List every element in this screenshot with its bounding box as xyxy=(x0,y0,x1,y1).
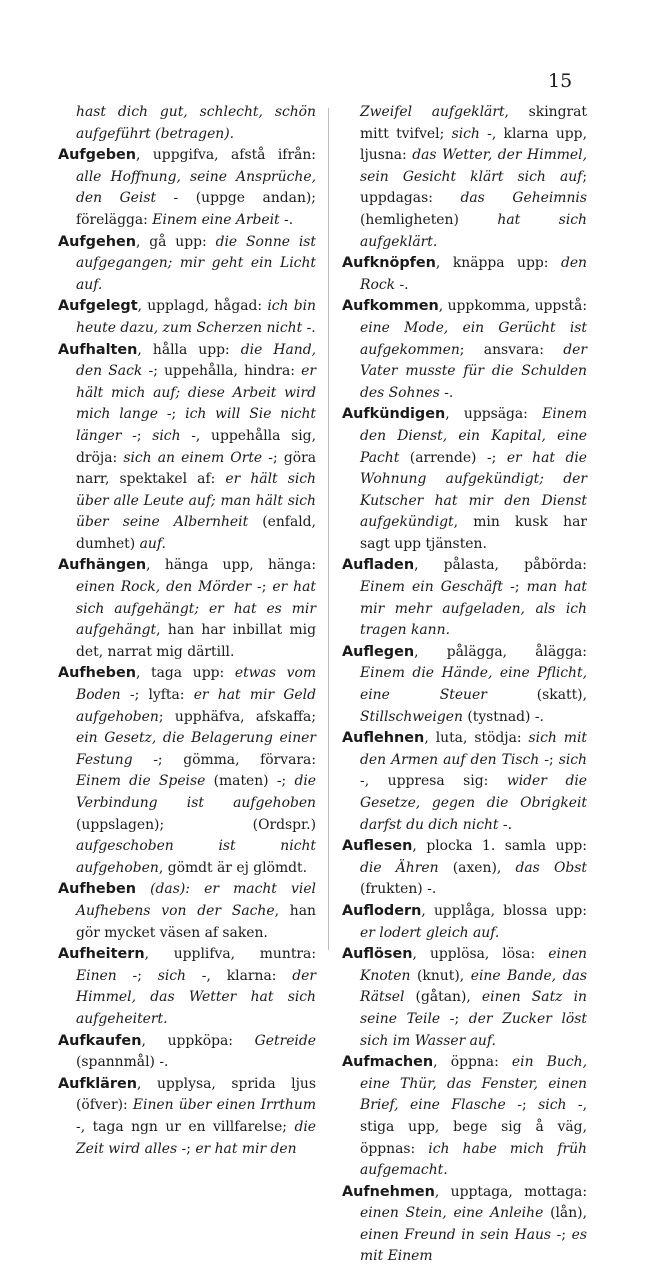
swedish-gloss: -, taga ngn ur en villfarelse; xyxy=(76,1118,295,1135)
swedish-gloss: - (uppge andan); förelägga: xyxy=(76,190,316,228)
swedish-gloss: -, uppresa sig: xyxy=(360,773,507,790)
swedish-gloss: -; göra narr, spektakel af: xyxy=(76,449,316,488)
dictionary-entry xyxy=(58,1074,316,1160)
swedish-gloss: , taga upp: xyxy=(135,665,235,682)
swedish-gloss: , upptaga, mottaga: xyxy=(434,1183,587,1200)
german-example: sich xyxy=(558,751,587,768)
swedish-gloss: , skingrat mitt tvifvel; xyxy=(360,104,587,142)
german-example: die Zeit wird alles xyxy=(76,1118,316,1157)
swedish-gloss: , uppsäga: xyxy=(445,406,543,423)
swedish-gloss: -; xyxy=(116,967,158,984)
entry-headword: Aufgehen xyxy=(58,233,136,250)
swedish-gloss: -. xyxy=(439,384,454,401)
swedish-gloss: , uppköpa: xyxy=(141,1032,255,1049)
swedish-gloss: -; gömma, förvara: xyxy=(132,751,316,768)
german-example: hat sich aufgeklärt. xyxy=(360,211,587,250)
swedish-gloss: (maten) -; xyxy=(205,773,295,790)
dictionary-entry xyxy=(342,836,587,901)
dictionary-entry xyxy=(58,296,316,339)
swedish-gloss: , han har inbillat mig det, narrat mig därtill. xyxy=(76,622,316,660)
german-example: einen Freund in sein Haus xyxy=(360,1226,552,1243)
swedish-gloss: (frukten) -. xyxy=(360,881,437,898)
german-example: wider die Gesetze, gegen die Obrigkeit darfst du dich nicht xyxy=(360,773,587,833)
entry-headword: Aufmachen xyxy=(342,1054,434,1071)
entry-headword: Aufknöpfen xyxy=(342,255,436,272)
swedish-gloss: , han gör mycket väsen af saken. xyxy=(76,902,316,941)
german-example: eine Mode, ein Gerücht ist aufgekommen xyxy=(360,319,587,358)
swedish-gloss: -; xyxy=(502,579,527,596)
swedish-gloss: , öppna: xyxy=(433,1054,512,1071)
swedish-gloss: -; xyxy=(551,1226,572,1243)
swedish-gloss: , upplösa, lösa: xyxy=(412,946,549,963)
dictionary-entry xyxy=(342,901,587,944)
swedish-gloss: -; xyxy=(539,751,559,768)
german-example: sich xyxy=(451,125,480,142)
german-example: Getreide xyxy=(254,1032,316,1049)
german-example: ich bin heute dazu, zum Scherzen nicht xyxy=(76,298,316,336)
entry-headword: Aufhängen xyxy=(58,557,147,574)
swedish-gloss: (spannmål) -. xyxy=(76,1054,169,1071)
german-example: alle Hoffnung, seine Ansprüche, den Geist xyxy=(76,168,316,207)
swedish-gloss: -. xyxy=(498,816,513,833)
dictionary-column-left xyxy=(58,102,316,1160)
swedish-gloss: (enfald, dumhet) xyxy=(76,514,316,552)
swedish-gloss: , hänga upp, hänga: xyxy=(146,557,316,574)
dictionary-entry xyxy=(58,102,316,145)
dictionary-entry xyxy=(342,555,587,641)
swedish-gloss: (axen), xyxy=(438,859,516,876)
german-example: sich xyxy=(152,427,181,444)
entry-headword: Aufladen xyxy=(342,557,415,574)
swedish-gloss: (skatt), xyxy=(486,687,587,704)
german-example: Einen xyxy=(76,967,117,984)
dictionary-entry xyxy=(342,1182,587,1268)
german-example: einen Satz in seine Teile xyxy=(360,989,587,1027)
dictionary-entry xyxy=(58,1031,316,1074)
dictionary-entry xyxy=(58,145,316,231)
entry-headword: Aufgeben xyxy=(58,147,137,164)
german-example: sich an einem Orte xyxy=(123,449,263,466)
swedish-gloss: -. xyxy=(302,319,316,336)
entry-headword: Auflegen xyxy=(342,643,415,660)
swedish-gloss: -; xyxy=(440,1010,469,1027)
swedish-gloss: ; upphäfva, afskaffa; xyxy=(158,708,316,725)
entry-headword: Aufheitern xyxy=(58,946,145,963)
swedish-gloss: , upplagd, hågad: xyxy=(137,298,268,315)
swedish-gloss: ; uppdagas: xyxy=(360,168,587,207)
dictionary-entry xyxy=(342,404,587,555)
german-example: das Obst xyxy=(515,859,587,876)
german-example: der Zucker löst sich im Wasser auf. xyxy=(360,1010,587,1049)
swedish-gloss: -; xyxy=(158,406,186,423)
german-example: hast dich gut, schlecht, schön aufgeführt (betragen). xyxy=(76,104,316,142)
german-example: einen Rock, den Mörder xyxy=(76,579,252,596)
entry-headword: Aufgelegt xyxy=(58,298,138,315)
dictionary-entry xyxy=(58,232,316,297)
entry-headword: Aufhalten xyxy=(58,341,138,358)
column-divider xyxy=(328,108,329,950)
german-example: das Wetter, der Himmel, sein Gesicht klärt sich auf xyxy=(360,147,587,185)
german-example: er hat sich aufgehängt; er hat es mir aufgehängt xyxy=(76,579,316,639)
german-example: er hält mich auf; diese Arbeit wird mich lange xyxy=(76,363,317,423)
entry-headword: Auflehnen xyxy=(342,730,425,747)
german-example: Zweifel aufgeklärt xyxy=(360,104,505,120)
german-example: er hat mir Geld aufgehoben xyxy=(76,687,316,725)
swedish-gloss: , pålägga, ålägga: xyxy=(414,643,587,660)
german-example: einen Knoten xyxy=(360,946,587,984)
german-example: die Verbindung ist aufgehoben xyxy=(76,773,316,811)
german-example: (das): er macht viel Aufhebens von der Sache xyxy=(76,881,316,919)
entry-headword: Auflodern xyxy=(342,902,422,919)
swedish-gloss: -, uppehålla sig, dröja: xyxy=(76,427,316,466)
swedish-gloss: , gå upp: xyxy=(135,233,216,250)
swedish-gloss: , uppkomma, uppstå: xyxy=(438,298,587,315)
dictionary-entry xyxy=(342,1052,587,1182)
dictionary-entry xyxy=(342,944,587,1052)
swedish-gloss: -. xyxy=(395,276,409,293)
german-example: der Himmel, das Wetter hat sich aufgeheitert. xyxy=(76,967,316,1027)
swedish-gloss: -; uppehålla, hindra: xyxy=(142,363,302,380)
german-example: einen Stein, eine Anleihe xyxy=(360,1205,544,1222)
german-example: etwas vom Boden xyxy=(76,665,316,704)
swedish-gloss: , upplifva, muntra: xyxy=(144,946,316,963)
german-example: eine Bande, das Rätsel xyxy=(360,967,587,1006)
swedish-gloss: (knut), xyxy=(410,967,471,984)
swedish-gloss: -; xyxy=(177,1140,196,1157)
dictionary-entry xyxy=(342,253,587,296)
entry-headword: Aufkaufen xyxy=(58,1032,142,1049)
german-example: der Vater musste für die Schulden des Sohnes xyxy=(360,341,587,401)
swedish-gloss: -; lyfta: xyxy=(120,687,194,704)
german-example: Stillschweigen xyxy=(360,708,463,725)
entry-headword: Aufheben xyxy=(58,881,136,898)
swedish-gloss xyxy=(136,881,150,897)
german-example: ein Gesetz, die Belagerung einer Festung xyxy=(76,730,316,768)
german-example: auf. xyxy=(139,535,166,552)
dictionary-entry xyxy=(342,642,587,728)
swedish-gloss: , hålla upp: xyxy=(137,341,241,358)
german-example: er lodert gleich auf. xyxy=(360,924,500,941)
entry-headword: Aufnehmen xyxy=(342,1183,435,1200)
swedish-gloss: -. xyxy=(279,211,294,228)
german-example: das Geheimnis xyxy=(460,190,587,207)
dictionary-entry xyxy=(58,944,316,1030)
german-example: Einem eine Arbeit xyxy=(152,211,280,228)
entry-headword: Aufklären xyxy=(58,1075,137,1092)
german-example: man hat mir mehr aufgeladen, als ich tragen kann. xyxy=(360,579,587,639)
german-example: die Ähren xyxy=(360,859,439,876)
german-example: er hat mir den xyxy=(195,1140,297,1157)
swedish-gloss: -, stiga upp, bege sig å väg, öppnas: xyxy=(360,1097,588,1157)
dictionary-entry xyxy=(342,728,587,836)
swedish-gloss: -; xyxy=(505,1097,539,1114)
dictionary-entry xyxy=(58,555,316,663)
dictionary-entry xyxy=(58,663,316,879)
dictionary-column-right xyxy=(342,102,587,1268)
swedish-gloss: (tystnad) -. xyxy=(462,708,544,725)
german-example: sich xyxy=(157,967,186,984)
swedish-gloss: (gåtan), xyxy=(404,989,482,1006)
swedish-gloss: , luta, stödja: xyxy=(424,730,529,747)
german-example: Einem ein Geschäft xyxy=(360,579,503,596)
entry-headword: Auflesen xyxy=(342,838,413,855)
german-example: Einem die Hände, eine Pflicht, eine Steuer xyxy=(360,665,587,704)
german-example: es mit Einem xyxy=(360,1226,587,1265)
swedish-gloss: -, klarna: xyxy=(186,967,293,984)
german-example: sich xyxy=(538,1097,567,1114)
german-example: Einem die Speise xyxy=(76,773,206,790)
swedish-gloss: , upplåga, blossa upp: xyxy=(421,902,587,919)
swedish-gloss: (arrende) -; xyxy=(399,449,507,466)
entry-headword: Aufheben xyxy=(58,665,136,682)
german-example: den Rock xyxy=(360,255,587,293)
german-example: ich habe mich früh aufgemacht. xyxy=(360,1140,587,1179)
swedish-gloss: , gömdt är ej glömdt. xyxy=(158,859,308,876)
swedish-gloss: , pålasta, påbörda: xyxy=(414,557,587,574)
german-example: die Sonne ist aufgegangen; mir geht ein Licht auf. xyxy=(76,233,317,293)
german-example: er hält sich über alle Leute auf; man hält sich über seine Albernheit xyxy=(76,471,316,531)
dictionary-entry xyxy=(58,879,316,944)
german-example: die Hand, den Sack xyxy=(76,341,317,380)
swedish-gloss: -, klarna upp, ljusna: xyxy=(360,125,587,164)
german-example: ein Buch, eine Thür, das Fenster, einen Brief, eine Flasche xyxy=(360,1054,587,1114)
swedish-gloss: , min kusk har sagt upp tjänsten. xyxy=(360,514,587,552)
german-example: ich will Sie nicht länger xyxy=(76,406,316,444)
german-example: Einen über einen Irrthum xyxy=(132,1097,316,1114)
dictionary-entry xyxy=(342,296,587,404)
swedish-gloss: , knäppa upp: xyxy=(435,255,561,272)
dictionary-entry xyxy=(58,340,316,556)
swedish-gloss: -; xyxy=(251,579,273,596)
page-number: 15 xyxy=(548,70,573,92)
german-example: aufgeschoben ist nicht aufgehoben xyxy=(76,838,316,876)
swedish-gloss: -; xyxy=(121,427,153,444)
german-example: Einem den Dienst, ein Kapital, eine Pacht xyxy=(360,406,587,466)
entry-headword: Aufkommen xyxy=(342,298,439,315)
swedish-gloss: (uppslagen); (Ordspr.) xyxy=(76,816,316,833)
swedish-gloss: , plocka 1. samla upp: xyxy=(412,838,587,855)
german-example: sich mit den Armen auf den Tisch xyxy=(360,730,587,768)
swedish-gloss: (lån), xyxy=(543,1205,587,1222)
entry-headword: Aufkündigen xyxy=(342,406,446,423)
dictionary-entry xyxy=(342,102,587,253)
german-example: er hat die Wohnung aufgekündigt; der Kutscher hat mir den Dienst aufgekündigt xyxy=(360,449,587,531)
swedish-gloss: ; ansvara: xyxy=(459,341,564,358)
swedish-gloss: , upplysa, sprida ljus (öfver): xyxy=(76,1075,316,1114)
swedish-gloss: (hemligheten) xyxy=(360,211,498,228)
entry-headword: Auflösen xyxy=(342,946,413,963)
swedish-gloss: , uppgifva, afstå ifrån: xyxy=(136,147,316,164)
